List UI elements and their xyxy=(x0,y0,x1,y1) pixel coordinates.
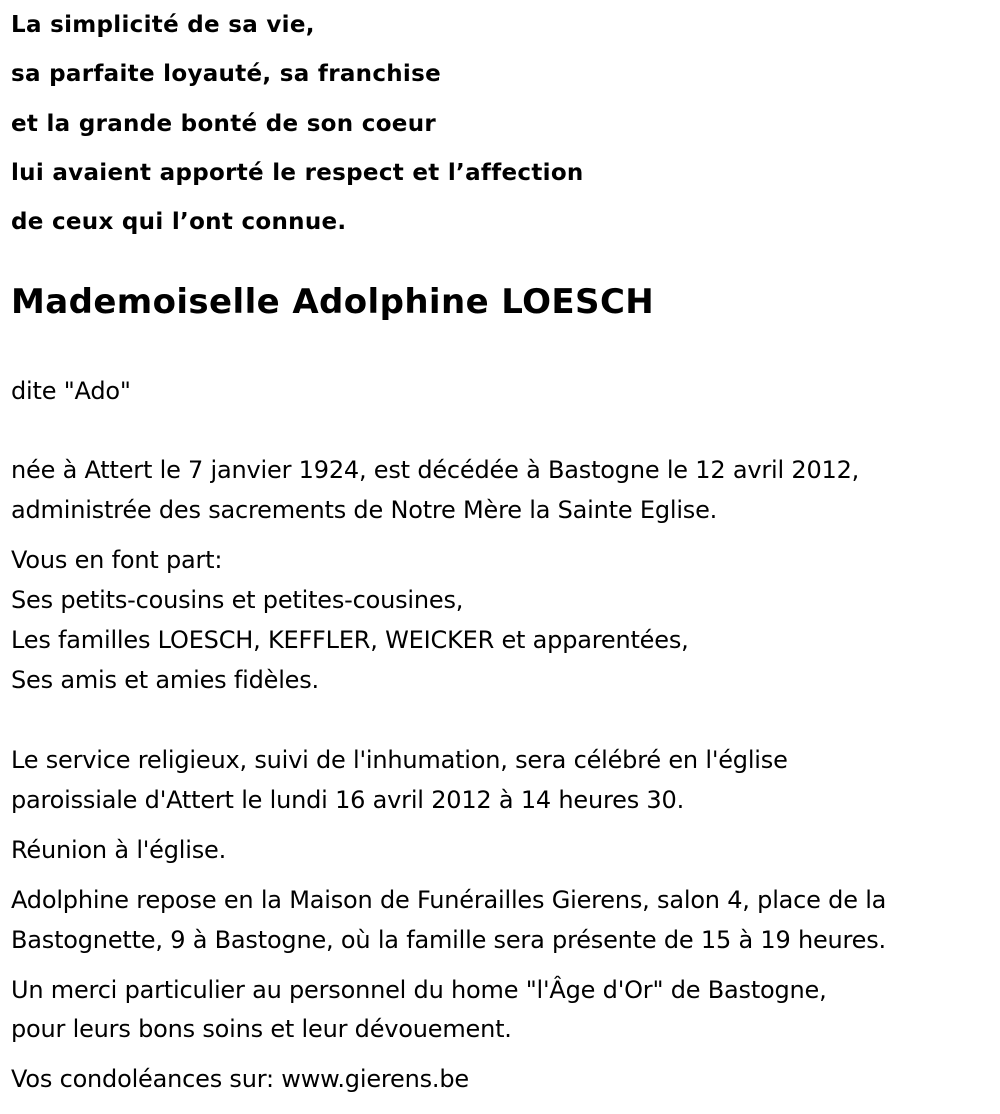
service-line: paroissiale d'Attert le lundi 16 avril 2012 à 14 heures 30. xyxy=(11,786,684,814)
repose-line: Adolphine repose en la Maison de Funérailles Gierens, salon 4, place de la xyxy=(11,886,887,914)
meeting-line: Réunion à l'église. xyxy=(11,836,227,864)
announcer-line: Ses amis et amies fidèles. xyxy=(11,666,319,694)
announcer-line: Ses petits-cousins et petites-cousines, xyxy=(11,586,464,614)
birth-death-line: née à Attert le 7 janvier 1924, est décédée à Bastogne le 12 avril 2012, xyxy=(11,456,860,484)
condolences-line: Vos condoléances sur: www.gierens.be xyxy=(11,1065,469,1093)
announcer-line: Les familles LOESCH, KEFFLER, WEICKER et apparentées, xyxy=(11,626,689,654)
thanks-line: Un merci particulier au personnel du home "l'Âge d'Or" de Bastogne, xyxy=(11,976,827,1004)
quote-line: de ceux qui l’ont connue. xyxy=(11,209,347,235)
thanks-line: pour leurs bons soins et leur dévouement. xyxy=(11,1015,512,1043)
repose-line: Bastognette, 9 à Bastogne, où la famille sera présente de 15 à 19 heures. xyxy=(11,926,886,954)
deceased-name: Mademoiselle Adolphine LOESCH xyxy=(11,282,655,322)
announcer-line: Vous en font part: xyxy=(11,546,223,574)
quote-line: sa parfaite loyauté, sa franchise xyxy=(11,61,442,87)
birth-death-line: administrée des sacrements de Notre Mère la Sainte Eglise. xyxy=(11,496,718,524)
deceased-nickname: dite "Ado" xyxy=(11,377,131,405)
quote-line: La simplicité de sa vie, xyxy=(11,12,315,38)
quote-line: et la grande bonté de son coeur xyxy=(11,111,437,137)
service-line: Le service religieux, suivi de l'inhumation, sera célébré en l'église xyxy=(11,746,788,774)
quote-line: lui avaient apporté le respect et l’affection xyxy=(11,160,584,186)
